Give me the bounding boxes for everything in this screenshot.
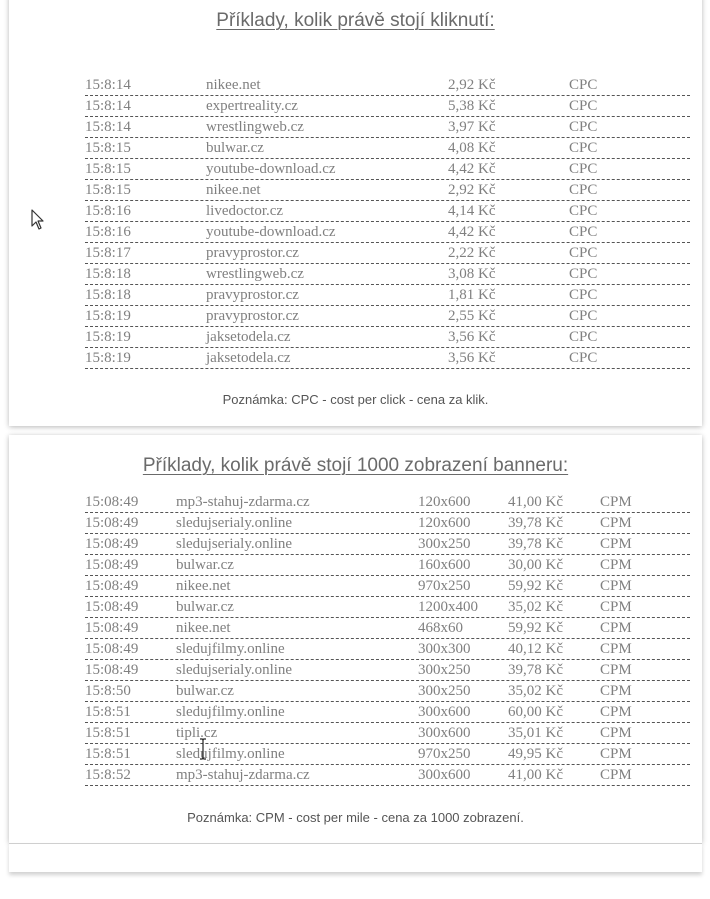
cpm-size-cell: 300x300 bbox=[418, 641, 471, 657]
cpc-table-row bbox=[85, 180, 690, 201]
cpm-type-cell: CPM bbox=[600, 683, 632, 699]
cpm-domain-cell: nikee.net bbox=[176, 578, 231, 594]
cpm-size-cell: 300x600 bbox=[418, 704, 471, 720]
cpm-section-title: Příklady, kolik právě stojí 1000 zobrazení banneru: bbox=[142, 455, 569, 476]
cpm-domain-cell: bulwar.cz bbox=[176, 599, 234, 615]
cpm-type-cell: CPM bbox=[600, 704, 632, 720]
cpc-time-cell: 15:8:14 bbox=[85, 77, 131, 93]
cpm-table-row bbox=[85, 492, 690, 513]
cpm-domain-cell: sledujserialy.online bbox=[176, 536, 293, 552]
cpc-time-cell: 15:8:16 bbox=[85, 224, 131, 240]
cpc-examples-card bbox=[9, 0, 702, 426]
cpm-type-cell: CPM bbox=[600, 494, 632, 510]
cpc-domain-cell: wrestlingweb.cz bbox=[206, 119, 304, 135]
cpc-price-cell: 4,08 Kč bbox=[448, 140, 496, 156]
cpc-time-cell: 15:8:15 bbox=[85, 182, 131, 198]
cpm-time-cell: 15:08:49 bbox=[85, 494, 139, 510]
cpc-table-row bbox=[85, 75, 690, 96]
cpc-table-row bbox=[85, 159, 690, 180]
cpc-price-cell: 2,55 Kč bbox=[448, 308, 496, 324]
cpc-table-row bbox=[85, 96, 690, 117]
cpc-section-title: Příklady, kolik právě stojí kliknutí: bbox=[216, 10, 495, 31]
cpm-size-cell: 300x250 bbox=[418, 683, 471, 699]
cpc-domain-cell: expertreality.cz bbox=[206, 98, 298, 114]
cpm-time-cell: 15:08:49 bbox=[85, 662, 139, 678]
cpm-price-cell: 49,95 Kč bbox=[508, 746, 563, 762]
cpc-table-row bbox=[85, 222, 690, 243]
cpc-domain-cell: wrestlingweb.cz bbox=[206, 266, 304, 282]
cpm-note: Poznámka: CPM - cost per mile - cena za 1000 zobrazení. bbox=[187, 810, 524, 825]
cpm-time-cell: 15:8:52 bbox=[85, 767, 131, 783]
cpc-domain-cell: nikee.net bbox=[206, 77, 261, 93]
cpc-table-row bbox=[85, 117, 690, 138]
cpc-domain-cell: livedoctor.cz bbox=[206, 203, 284, 219]
cpm-price-cell: 39,78 Kč bbox=[508, 662, 563, 678]
cpc-table-row bbox=[85, 327, 690, 348]
cpm-domain-cell: mp3-stahuj-zdarma.cz bbox=[176, 767, 310, 783]
cpm-price-cell: 35,01 Kč bbox=[508, 725, 563, 741]
cpc-price-cell: 3,56 Kč bbox=[448, 350, 496, 366]
cpm-type-cell: CPM bbox=[600, 725, 632, 741]
cpm-size-cell: 468x60 bbox=[418, 620, 463, 636]
cpc-table-row bbox=[85, 243, 690, 264]
cpc-type-cell: CPC bbox=[569, 287, 598, 303]
cpm-time-cell: 15:08:49 bbox=[85, 578, 139, 594]
cpc-price-cell: 4,14 Kč bbox=[448, 203, 496, 219]
cpc-price-cell: 2,92 Kč bbox=[448, 77, 496, 93]
cpm-price-cell: 41,00 Kč bbox=[508, 767, 563, 783]
cpc-time-cell: 15:8:14 bbox=[85, 98, 131, 114]
cpc-domain-cell: nikee.net bbox=[206, 182, 261, 198]
cpc-type-cell: CPC bbox=[569, 308, 598, 324]
cpm-time-cell: 15:08:49 bbox=[85, 536, 139, 552]
cpc-price-cell: 1,81 Kč bbox=[448, 287, 496, 303]
cpm-size-cell: 970x250 bbox=[418, 746, 471, 762]
cpm-size-cell: 970x250 bbox=[418, 578, 471, 594]
cpm-domain-cell: bulwar.cz bbox=[176, 683, 234, 699]
cpc-time-cell: 15:8:15 bbox=[85, 161, 131, 177]
cpc-time-cell: 15:8:17 bbox=[85, 245, 131, 261]
cpc-domain-cell: pravyprostor.cz bbox=[206, 287, 299, 303]
cpm-type-cell: CPM bbox=[600, 557, 632, 573]
cpm-domain-cell: sledujserialy.online bbox=[176, 515, 293, 531]
cpm-table-row bbox=[85, 597, 690, 618]
text-cursor-icon bbox=[198, 738, 208, 760]
cpm-size-cell: 120x600 bbox=[418, 515, 471, 531]
cpc-type-cell: CPC bbox=[569, 77, 598, 93]
cpc-type-cell: CPC bbox=[569, 119, 598, 135]
cpc-domain-cell: pravyprostor.cz bbox=[206, 245, 299, 261]
cpc-type-cell: CPC bbox=[569, 161, 598, 177]
cpc-type-cell: CPC bbox=[569, 245, 598, 261]
cpm-size-cell: 120x600 bbox=[418, 494, 471, 510]
cpm-domain-cell: sledujfilmy.online bbox=[176, 704, 285, 720]
cpm-price-cell: 40,12 Kč bbox=[508, 641, 563, 657]
cpm-table-row bbox=[85, 639, 690, 660]
cpc-type-cell: CPC bbox=[569, 140, 598, 156]
cpm-table bbox=[85, 492, 690, 786]
cpm-table-row bbox=[85, 534, 690, 555]
cpc-time-cell: 15:8:15 bbox=[85, 140, 131, 156]
mouse-pointer-icon bbox=[31, 209, 45, 231]
cpc-time-cell: 15:8:19 bbox=[85, 350, 131, 366]
cpc-domain-cell: youtube-download.cz bbox=[206, 224, 336, 240]
cpm-size-cell: 300x600 bbox=[418, 725, 471, 741]
cpm-domain-cell: sledujfilmy.online bbox=[176, 641, 285, 657]
cpc-table-row bbox=[85, 348, 690, 369]
cpm-price-cell: 35,02 Kč bbox=[508, 599, 563, 615]
cpm-domain-cell: tipli.cz bbox=[176, 725, 218, 741]
cpm-type-cell: CPM bbox=[600, 578, 632, 594]
cpm-table-row bbox=[85, 513, 690, 534]
cpm-price-cell: 30,00 Kč bbox=[508, 557, 563, 573]
cpm-time-cell: 15:8:51 bbox=[85, 725, 131, 741]
cpm-table-row bbox=[85, 576, 690, 597]
cpm-size-cell: 300x600 bbox=[418, 767, 471, 783]
cpm-table-row bbox=[85, 744, 690, 765]
cpm-type-cell: CPM bbox=[600, 536, 632, 552]
cpc-type-cell: CPC bbox=[569, 182, 598, 198]
cpc-table-row bbox=[85, 138, 690, 159]
cpm-examples-card bbox=[9, 435, 702, 843]
cpm-price-cell: 39,78 Kč bbox=[508, 515, 563, 531]
cpm-time-cell: 15:08:49 bbox=[85, 620, 139, 636]
cpm-table-row bbox=[85, 765, 690, 786]
cpm-domain-cell: mp3-stahuj-zdarma.cz bbox=[176, 494, 310, 510]
cpc-type-cell: CPC bbox=[569, 266, 598, 282]
cpc-type-cell: CPC bbox=[569, 224, 598, 240]
cpc-table-row bbox=[85, 264, 690, 285]
cpm-type-cell: CPM bbox=[600, 515, 632, 531]
cpc-price-cell: 2,92 Kč bbox=[448, 182, 496, 198]
cpm-price-cell: 59,92 Kč bbox=[508, 620, 563, 636]
cpc-price-cell: 3,56 Kč bbox=[448, 329, 496, 345]
cpc-table-row bbox=[85, 201, 690, 222]
cpm-table-row bbox=[85, 702, 690, 723]
cpc-domain-cell: jaksetodela.cz bbox=[206, 350, 291, 366]
cpm-size-cell: 300x250 bbox=[418, 662, 471, 678]
cpc-price-cell: 4,42 Kč bbox=[448, 224, 496, 240]
cpm-price-cell: 59,92 Kč bbox=[508, 578, 563, 594]
cpc-time-cell: 15:8:18 bbox=[85, 266, 131, 282]
cpm-domain-cell: bulwar.cz bbox=[176, 557, 234, 573]
cpc-price-cell: 5,38 Kč bbox=[448, 98, 496, 114]
cpc-type-cell: CPC bbox=[569, 98, 598, 114]
cpc-time-cell: 15:8:14 bbox=[85, 119, 131, 135]
cpc-price-cell: 2,22 Kč bbox=[448, 245, 496, 261]
cpm-type-cell: CPM bbox=[600, 620, 632, 636]
cpm-table-row bbox=[85, 618, 690, 639]
cpc-price-cell: 3,97 Kč bbox=[448, 119, 496, 135]
cpm-domain-cell: sledujfilmy.online bbox=[176, 746, 285, 762]
cpm-domain-cell: nikee.net bbox=[176, 620, 231, 636]
cpm-price-cell: 60,00 Kč bbox=[508, 704, 563, 720]
cpc-table bbox=[85, 75, 690, 369]
cpc-price-cell: 3,08 Kč bbox=[448, 266, 496, 282]
cpc-domain-cell: jaksetodela.cz bbox=[206, 329, 291, 345]
cpm-size-cell: 1200x400 bbox=[418, 599, 478, 615]
cpm-time-cell: 15:08:49 bbox=[85, 641, 139, 657]
cpc-domain-cell: pravyprostor.cz bbox=[206, 308, 299, 324]
cpm-domain-cell: sledujserialy.online bbox=[176, 662, 293, 678]
cpm-table-row bbox=[85, 681, 690, 702]
footer-divider bbox=[9, 843, 702, 872]
cpm-time-cell: 15:8:51 bbox=[85, 704, 131, 720]
cpc-time-cell: 15:8:16 bbox=[85, 203, 131, 219]
cpm-time-cell: 15:08:49 bbox=[85, 515, 139, 531]
cpc-table-row bbox=[85, 306, 690, 327]
cpc-note: Poznámka: CPC - cost per click - cena za klik. bbox=[222, 392, 489, 407]
cpm-type-cell: CPM bbox=[600, 662, 632, 678]
cpm-type-cell: CPM bbox=[600, 599, 632, 615]
cpm-table-row bbox=[85, 723, 690, 744]
cpm-type-cell: CPM bbox=[600, 641, 632, 657]
cpc-domain-cell: bulwar.cz bbox=[206, 140, 264, 156]
cpm-time-cell: 15:08:49 bbox=[85, 557, 139, 573]
cpm-time-cell: 15:08:49 bbox=[85, 599, 139, 615]
cpc-time-cell: 15:8:19 bbox=[85, 329, 131, 345]
cpm-table-row bbox=[85, 555, 690, 576]
cpc-time-cell: 15:8:19 bbox=[85, 308, 131, 324]
cpm-time-cell: 15:8:50 bbox=[85, 683, 131, 699]
cpc-domain-cell: youtube-download.cz bbox=[206, 161, 336, 177]
cpm-type-cell: CPM bbox=[600, 767, 632, 783]
cpc-type-cell: CPC bbox=[569, 329, 598, 345]
cpm-size-cell: 300x250 bbox=[418, 536, 471, 552]
cpm-type-cell: CPM bbox=[600, 746, 632, 762]
cpc-time-cell: 15:8:18 bbox=[85, 287, 131, 303]
cpc-type-cell: CPC bbox=[569, 350, 598, 366]
cpm-time-cell: 15:8:51 bbox=[85, 746, 131, 762]
cpm-price-cell: 39,78 Kč bbox=[508, 536, 563, 552]
cpc-type-cell: CPC bbox=[569, 203, 598, 219]
cpm-price-cell: 35,02 Kč bbox=[508, 683, 563, 699]
cpm-price-cell: 41,00 Kč bbox=[508, 494, 563, 510]
cpc-table-row bbox=[85, 285, 690, 306]
cpc-price-cell: 4,42 Kč bbox=[448, 161, 496, 177]
cpm-size-cell: 160x600 bbox=[418, 557, 471, 573]
cpm-table-row bbox=[85, 660, 690, 681]
